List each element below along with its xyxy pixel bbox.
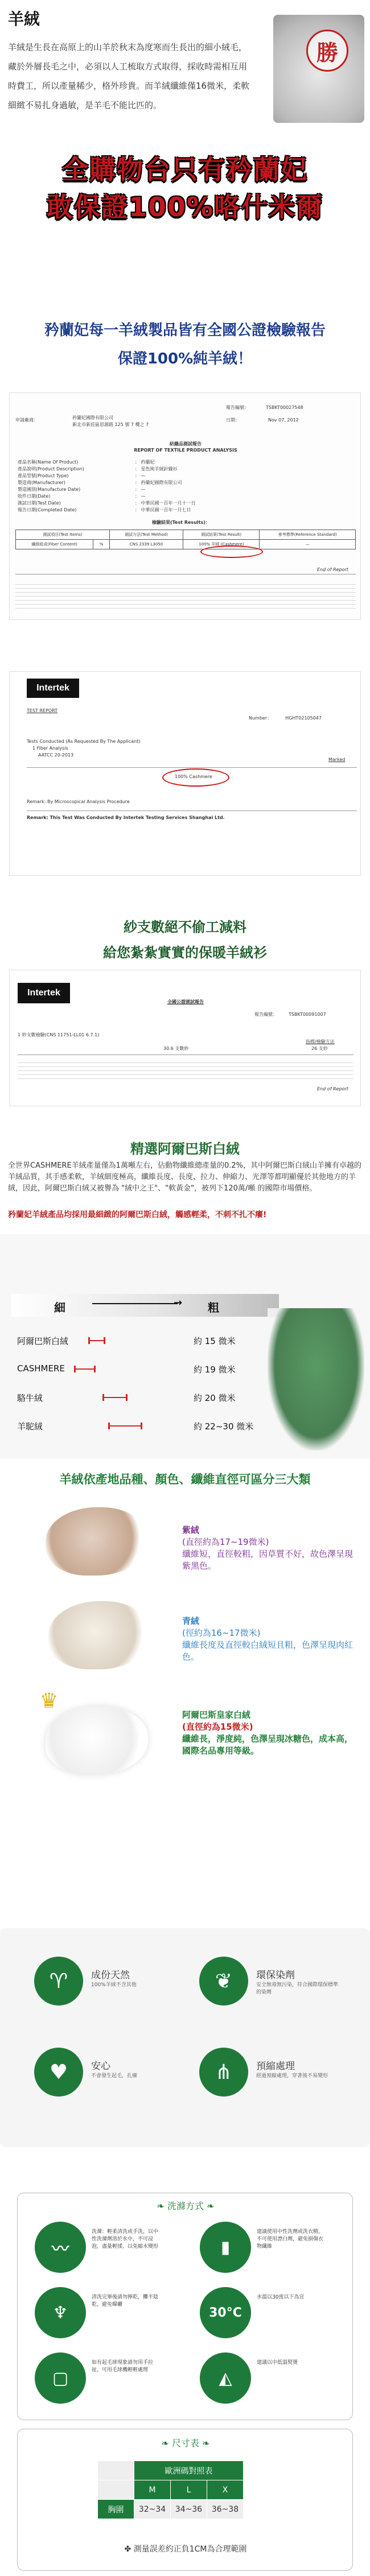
intertek-logo: Intertek <box>27 679 79 698</box>
chest-label: 胸圍 <box>98 2500 134 2519</box>
white-wool-sample <box>46 1706 148 1775</box>
result-highlight-ellipse <box>200 545 263 558</box>
wash-panel <box>17 2193 353 2420</box>
report3-title: 全國公證測試報告 <box>167 999 204 1004</box>
alba-highlight: 矜蘭妃羊絨產品均採用最細緻的阿爾巴斯白絨，觸感輕柔，不刺不扎不癢! <box>8 1210 267 1219</box>
iron-icon: ◭ <box>200 2352 251 2404</box>
hand-wash-icon: 〰 <box>35 2222 86 2273</box>
tests-conducted: Tests Conducted (As Requested By The Applicant) <box>27 739 141 744</box>
purple-name: 紫絨 <box>182 1525 200 1535</box>
th-standard: 參考標準(Reference Standard) <box>260 530 356 540</box>
wash-instruction: 洗滌：輕柔清洗或手洗，以中性洗滌劑溶於水中，不可浸泡，盡量輕揉，以免縮水變形 <box>92 2229 159 2250</box>
grade-title: 羊絨依產地品種、顏色、纖維直徑可區分三大類 <box>59 1473 311 1486</box>
blue-desc: 纖維長度及直徑較白絨短且粗，色澤呈現肉紅色。 <box>182 1640 353 1662</box>
report3-end: End of Report <box>317 1086 348 1091</box>
blue-wool-label <box>182 1615 359 1663</box>
td-method: CNS 2339 L3050 <box>109 540 183 549</box>
alba-title: 精選阿爾巴斯白絨 <box>130 1141 240 1157</box>
wash-instruction: 清洗完畢後請勿擰乾，攤平陰乾，避免曝曬 <box>92 2294 159 2308</box>
feature-title: 成份天然 <box>91 1970 130 1981</box>
date-label: 日期： <box>226 417 240 423</box>
field-value: ： 矜蘭妃國際有限公司 <box>135 480 182 485</box>
wash-instruction: 建議使用中性洗劑或洗衣精，不可使用漂白劑，避免損傷衣物纖維 <box>257 2229 324 2250</box>
size-note-text: 測量誤差約正負1CM為合理範圍 <box>133 2545 247 2554</box>
chest-m: 32~34 <box>134 2500 171 2519</box>
fiber-row <box>11 1391 279 1405</box>
intro-title: 羊絨 <box>8 10 40 28</box>
fiber-diameter-marker <box>74 1366 96 1372</box>
field-value: ： — <box>135 494 146 499</box>
test-report-label: TEST REPORT <box>27 708 58 713</box>
banner-line-1: 全購物台只有矜蘭妃 <box>62 154 308 185</box>
certify-line-1: 矜蘭妃每一羊絨製品皆有全國公證檢驗報告 <box>44 322 326 339</box>
crown-icon: ♛ <box>40 1689 59 1713</box>
banner-line-2: 敢保證100%咯什米爾 <box>46 192 324 222</box>
report-title-cn: 紡織品測試報告 <box>170 441 202 446</box>
fiber-name: CASHMERE <box>17 1363 65 1374</box>
field-label: 收件日期(Date) <box>18 494 51 499</box>
fiber-value: 約 19 微米 <box>194 1365 236 1375</box>
fiber-row <box>11 1419 279 1434</box>
wash-instruction: 建議以中低溫熨燙 <box>257 2360 298 2366</box>
blue-wool-sample <box>48 1601 151 1669</box>
conducted-by-remark: Remark: This Test Was Conducted By Intertek Testing Services Shanghai Ltd. <box>27 815 225 820</box>
applicant-address: 新北市新莊區思源路 125 號 7 樓之 7 <box>72 422 149 427</box>
size-note: ✤ 測量誤差約正負1CM為合理範圍 <box>124 2545 247 2554</box>
size-header: 歐洲碼對照表 <box>134 2461 244 2480</box>
report-no-label: 報告編號： <box>226 405 249 410</box>
field-label: 報告日期(Completed Date) <box>18 507 77 512</box>
field-value: ： — <box>135 487 146 492</box>
chest-x: 36~38 <box>207 2500 244 2519</box>
indicator-label: 指標/檢驗方法 <box>306 1039 335 1044</box>
purple-wool-label <box>182 1524 359 1572</box>
scale-arrow-line <box>92 1303 178 1304</box>
temp-icon: 30°C <box>200 2287 251 2338</box>
certify-line-2: 保證100%純羊絨！ <box>117 350 253 367</box>
feature-title: 預縮處理 <box>256 2061 295 2072</box>
field-label: 測試日期(Test Date) <box>18 501 61 506</box>
field-value: ： 中華民國一百年一月七日 <box>135 507 191 512</box>
field-value: ： — <box>135 473 146 478</box>
field-label: 產品說明(Product Description) <box>18 466 84 472</box>
fiber-value: 約 22~30 微米 <box>194 1421 254 1432</box>
goat-icon: ♈ <box>34 1957 83 2006</box>
size-title: ❧ 尺寸表 ❧ <box>161 2438 210 2449</box>
sweater-icon: ▢ <box>35 2352 86 2404</box>
win-seal: 勝 <box>306 30 348 72</box>
end-of-report: End of Report <box>317 567 348 572</box>
field-label: 產品型號(Product Type) <box>18 473 69 478</box>
td-unit: % <box>93 540 110 549</box>
intro-text: 羊絨是生長在高原上的山羊於秋末為度寒而生長出的細小絨毛，藏於外層長毛之中，必須以人工梳取方式取得，採收時需相互用時費工，所以產量稀少，格外珍貴。而羊絨纖維僅16微米，柔軟細緻不易扎身過敏，是羊毛不能比匹的。 <box>8 42 250 110</box>
indicator-value: 26 支紗 <box>311 1046 328 1051</box>
feature-title: 環保染劑 <box>256 1970 295 1981</box>
microscopy-remark: Remark: By Microscopical Analysis Procedure <box>27 799 130 804</box>
pants-icon: ⋔ <box>199 2048 248 2097</box>
th-items: 測試項目(Test Items) <box>16 530 110 540</box>
wash-instruction: 如有起毛球現象請勿用手拉扯，可用毛球機輕輕處理 <box>92 2360 154 2373</box>
field-value: ： 星色純羊絨針織衫 <box>135 466 178 472</box>
white-wool-label <box>182 1709 359 1757</box>
test-report-3 <box>9 970 361 1106</box>
size-l: L <box>171 2480 207 2500</box>
slogan-line-1: 紗支數絕不偷工減料 <box>124 919 246 935</box>
thickness-scale <box>11 1294 279 1317</box>
white-name: 阿爾巴斯皇家白絨 <box>182 1710 251 1720</box>
purple-wool-sample <box>46 1507 148 1576</box>
report3-number: TSBKT00091007 <box>289 1012 326 1017</box>
thick-label: 粗 <box>208 1301 219 1314</box>
heart-icon: ♥ <box>34 2048 83 2097</box>
report2-divider <box>27 767 357 768</box>
white-spec: (直徑約為15微米) <box>182 1722 253 1732</box>
fiber-diameter-marker <box>102 1394 128 1401</box>
report-no: TSBKT00027548 <box>266 405 303 410</box>
feature-title: 安心 <box>91 2061 110 2072</box>
results-title: 檢驗結果(Test Results)： <box>152 520 210 525</box>
number-label: Number： <box>249 716 272 721</box>
fiber-value: 約 20 微米 <box>194 1393 236 1403</box>
result-cashmere: 100% Cashmere <box>175 774 212 779</box>
th-method: 測試方法(Test Method) <box>109 530 183 540</box>
feature-subtitle: 安全無毒無污染，符合國際環保標準的染劑 <box>256 1982 339 1995</box>
feature-subtitle: 不會發生起毛，扎癢 <box>91 2073 138 2079</box>
fiber-name: 駱牛絨 <box>17 1393 43 1403</box>
size-m: M <box>134 2480 171 2500</box>
fiber-name: 阿爾巴斯白絨 <box>17 1336 69 1346</box>
alba-text: 全世界CASHMERE羊絨產量僅為1萬噸左右，佔動物纖維總產量的0.2%，其中阿爾巴斯白絨山羊擁有卓越的羊絨品質，其手感柔軟，羊絨細度極高，纖維長度、長度、拉力、伸縮力、光澤等都明顯優於其他地方的羊絨，因此，阿爾巴斯白絨又被譽為 "絨中之王"、"軟黃金"，被列下120萬/噸 的國際市場價格。 <box>8 1161 361 1193</box>
blue-name: 青絨 <box>182 1616 200 1626</box>
applicant-name: 矜蘭妃國際有限公司 <box>72 415 113 420</box>
td-item: 纖維組成(Fiber Content) <box>16 540 93 549</box>
purple-spec: (直徑約為17~19微米) <box>182 1537 269 1547</box>
size-panel <box>17 2429 353 2571</box>
wash-title: ❧ 洗滌方式 ❧ <box>157 2201 215 2211</box>
td-standard: — <box>260 540 356 549</box>
td-result: 100% 羊絨 (Cashmere) <box>183 540 260 549</box>
bottle-icon: ▮ <box>200 2222 251 2273</box>
field-label: 製造國別(Manufacture Date) <box>18 487 81 492</box>
field-value: ： 矜蘭妃 <box>135 460 155 465</box>
report-fineprint <box>15 581 356 609</box>
test-report-2 <box>9 671 361 876</box>
results-table <box>15 530 356 549</box>
wash-title-text: 洗滌方式 <box>167 2201 204 2211</box>
white-desc: 纖維長，淨度純，色澤呈現冰糖色，成本高，國際名品專用等級。 <box>182 1734 353 1756</box>
field-label: 製造商(Manufacturer) <box>18 480 65 485</box>
cashmere-highlight-ellipse <box>162 768 229 787</box>
goat-illustration <box>268 1308 364 1450</box>
fiber-name: 羊駝絨 <box>17 1421 43 1432</box>
test-report-1 <box>9 392 361 620</box>
feature-subtitle: 經過預縮處理，穿著後不易變形 <box>256 2073 328 2079</box>
intertek-logo-2: Intertek <box>18 983 70 1003</box>
blue-spec: (徑約為16~17微米) <box>182 1628 261 1638</box>
fiber-row <box>11 1334 279 1349</box>
applicant-label: 申請廠商： <box>15 417 38 423</box>
marked-label: Marked <box>328 757 346 762</box>
report-date: Nov 07, 2012 <box>268 417 299 423</box>
size-title-text: 尺寸表 <box>171 2438 199 2449</box>
purple-desc: 纖維短，直徑較粗，因草質不好，故色澤呈現紫黑色。 <box>182 1549 353 1571</box>
yarn-count-value: 30.6 支數紗 <box>163 1046 189 1051</box>
fiber-diameter-marker <box>108 1423 142 1429</box>
size-x: X <box>207 2480 244 2500</box>
field-value: ： 中華民國一百年一月十一日 <box>135 501 196 506</box>
wash-instruction: 水溫以30度以下為宜 <box>257 2294 305 2300</box>
leaf-icon: ❦ <box>199 1957 248 2006</box>
aatcc-method: AATCC 20-2013 <box>38 752 74 758</box>
fiber-analysis: 1 Fiber Analysis <box>32 746 68 751</box>
scale-arrow-head: → <box>174 1297 183 1309</box>
size-table <box>97 2461 244 2519</box>
fiber-diameter-marker <box>88 1337 105 1344</box>
slogan-line-2: 給您紮紮實實的保暖羊絨衫 <box>103 945 267 961</box>
fiber-row <box>11 1362 279 1377</box>
report3-fineprint <box>18 1059 353 1080</box>
report-title-en: REPORT OF TEXTILE PRODUCT ANALYSIS <box>134 448 237 453</box>
field-label: 產品名稱(Name Of Product) <box>18 460 79 465</box>
shirt-icon: ♆ <box>35 2287 86 2338</box>
report-number: HGHT02105047 <box>285 716 322 721</box>
chest-l: 34~36 <box>171 2500 207 2519</box>
yarn-count-item: 1 紗支數檢驗(CNS 11751-LL01 6.7.1) <box>18 1032 100 1037</box>
report3-number-label: 報告編號： <box>254 1012 277 1017</box>
th-result: 測試結果(Test Result) <box>183 530 260 540</box>
feature-subtitle: 100%羊絨不含其他 <box>91 1982 137 1988</box>
fiber-value: 約 15 微米 <box>194 1336 236 1346</box>
thin-label: 細 <box>54 1301 65 1314</box>
